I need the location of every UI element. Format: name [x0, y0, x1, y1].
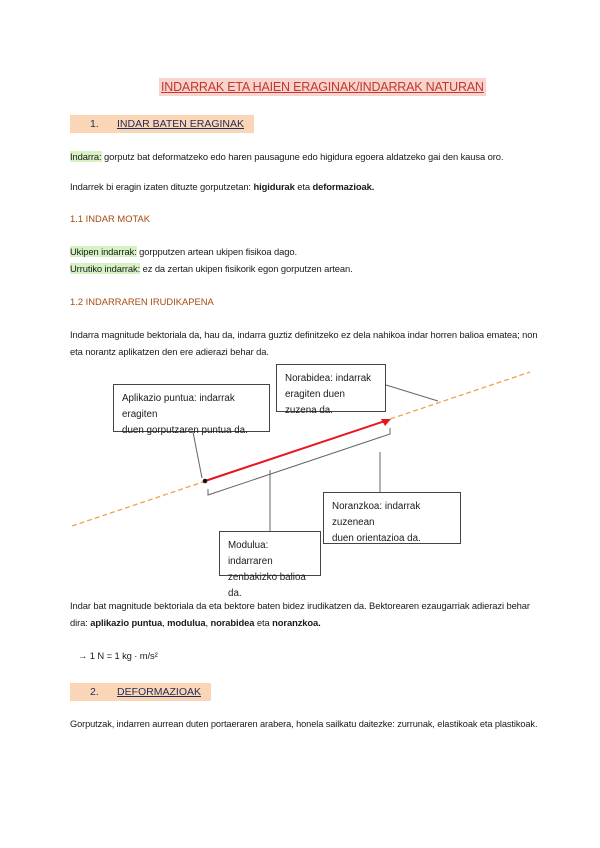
section-2-heading — [70, 683, 211, 701]
leader-direction — [386, 385, 438, 401]
contact-forces-term: Ukipen indarrak: — [70, 246, 137, 257]
vector-element-sense: noranzkoa. — [272, 617, 321, 628]
magnitude-box — [219, 531, 321, 599]
application-point-line-1: Aplikazio puntua: indarrak eragiten — [122, 393, 235, 420]
distance-forces-term: Urrutiko indarrak: — [70, 263, 141, 274]
magnitude-line-2: zenbakizko balioa da. — [228, 572, 306, 599]
sense-line-2: duen orientazioa da. — [332, 533, 421, 544]
distance-forces-text: ez da zertan ukipen fisikorik egon gorputzen artean. — [140, 263, 353, 274]
vector-sep-3: eta — [254, 617, 273, 628]
force-definition-text: gorputz bat deformatzeko edo haren pausagune edo higidura egoera aldatzeko gai den kausa oro. — [101, 151, 504, 162]
magnitude-line-1: Modulua: indarraren — [228, 540, 273, 567]
force-definition-term: Indarra: — [70, 151, 102, 162]
application-point-line-2: duen gorputzaren puntua da. — [122, 425, 248, 436]
deformation-text: Gorputzak, indarren aurrean duten portaeraren arabera, honela sailkatu daitezke: zurrunak, elastikoak eta plastikoak. — [70, 718, 538, 729]
subsection-1-2-heading: 1.2 INDARRAREN IRUDIKAPENA — [70, 296, 214, 307]
contact-forces-text: gorpputzen artean ukipen fisikoa dago. — [136, 246, 297, 257]
section-2-title: DEFORMAZIOAK — [117, 686, 202, 698]
force-effects-prefix: Indarrek bi eragin izaten dituzte gorputzetan: — [70, 181, 254, 192]
direction-box — [276, 364, 386, 416]
vector-paragraph-line-2 — [70, 617, 321, 628]
vector-sep-1: , — [162, 617, 168, 628]
application-point-box — [113, 384, 270, 436]
effect-motion: higidurak — [253, 181, 295, 192]
vector-sep-2: , — [205, 617, 211, 628]
section-1-number: 1. — [90, 118, 99, 130]
direction-line-2: eragiten duen zuzena da. — [285, 389, 345, 416]
representation-line-1: Indarra magnitude bektoriala da, hau da, indarra guztiz definitzeko ez dela nahikoa indar horren balioa ematea; non — [70, 329, 538, 340]
direction-line-1: Norabidea: indarrak — [285, 373, 372, 384]
sense-box — [323, 492, 461, 544]
representation-line-2: eta norantz aplikatzen den ere adierazi behar da. — [70, 346, 269, 357]
force-effects-join: eta — [294, 181, 313, 192]
sense-line-1: Noranzkoa: indarrak zuzenean — [332, 501, 421, 528]
newton-unit-note: → 1 N = 1 kg · m/s² — [78, 650, 158, 661]
vector-element-magnitude: modulua — [167, 617, 206, 628]
section-1-title: INDAR BATEN ERAGINAK — [117, 118, 244, 130]
subsection-1-1-heading: 1.1 INDAR MOTAK — [70, 213, 151, 224]
vector-line-2-prefix: dira: — [70, 617, 91, 628]
page-title: INDARRAK ETA HAIEN ERAGINAK/INDARRAK NATURAN — [161, 80, 484, 94]
effect-deformation: deformazioak. — [312, 181, 375, 192]
vector-element-application: aplikazio puntua — [90, 617, 163, 628]
vector-element-direction: norabidea — [210, 617, 255, 628]
vector-paragraph-line-1: Indar bat magnitude bektoriala da eta bektore baten bidez irudikatzen da. Bektorearen ezaugarriak adierazi behar — [70, 600, 530, 611]
section-2-number: 2. — [90, 686, 99, 698]
application-point — [203, 479, 208, 484]
